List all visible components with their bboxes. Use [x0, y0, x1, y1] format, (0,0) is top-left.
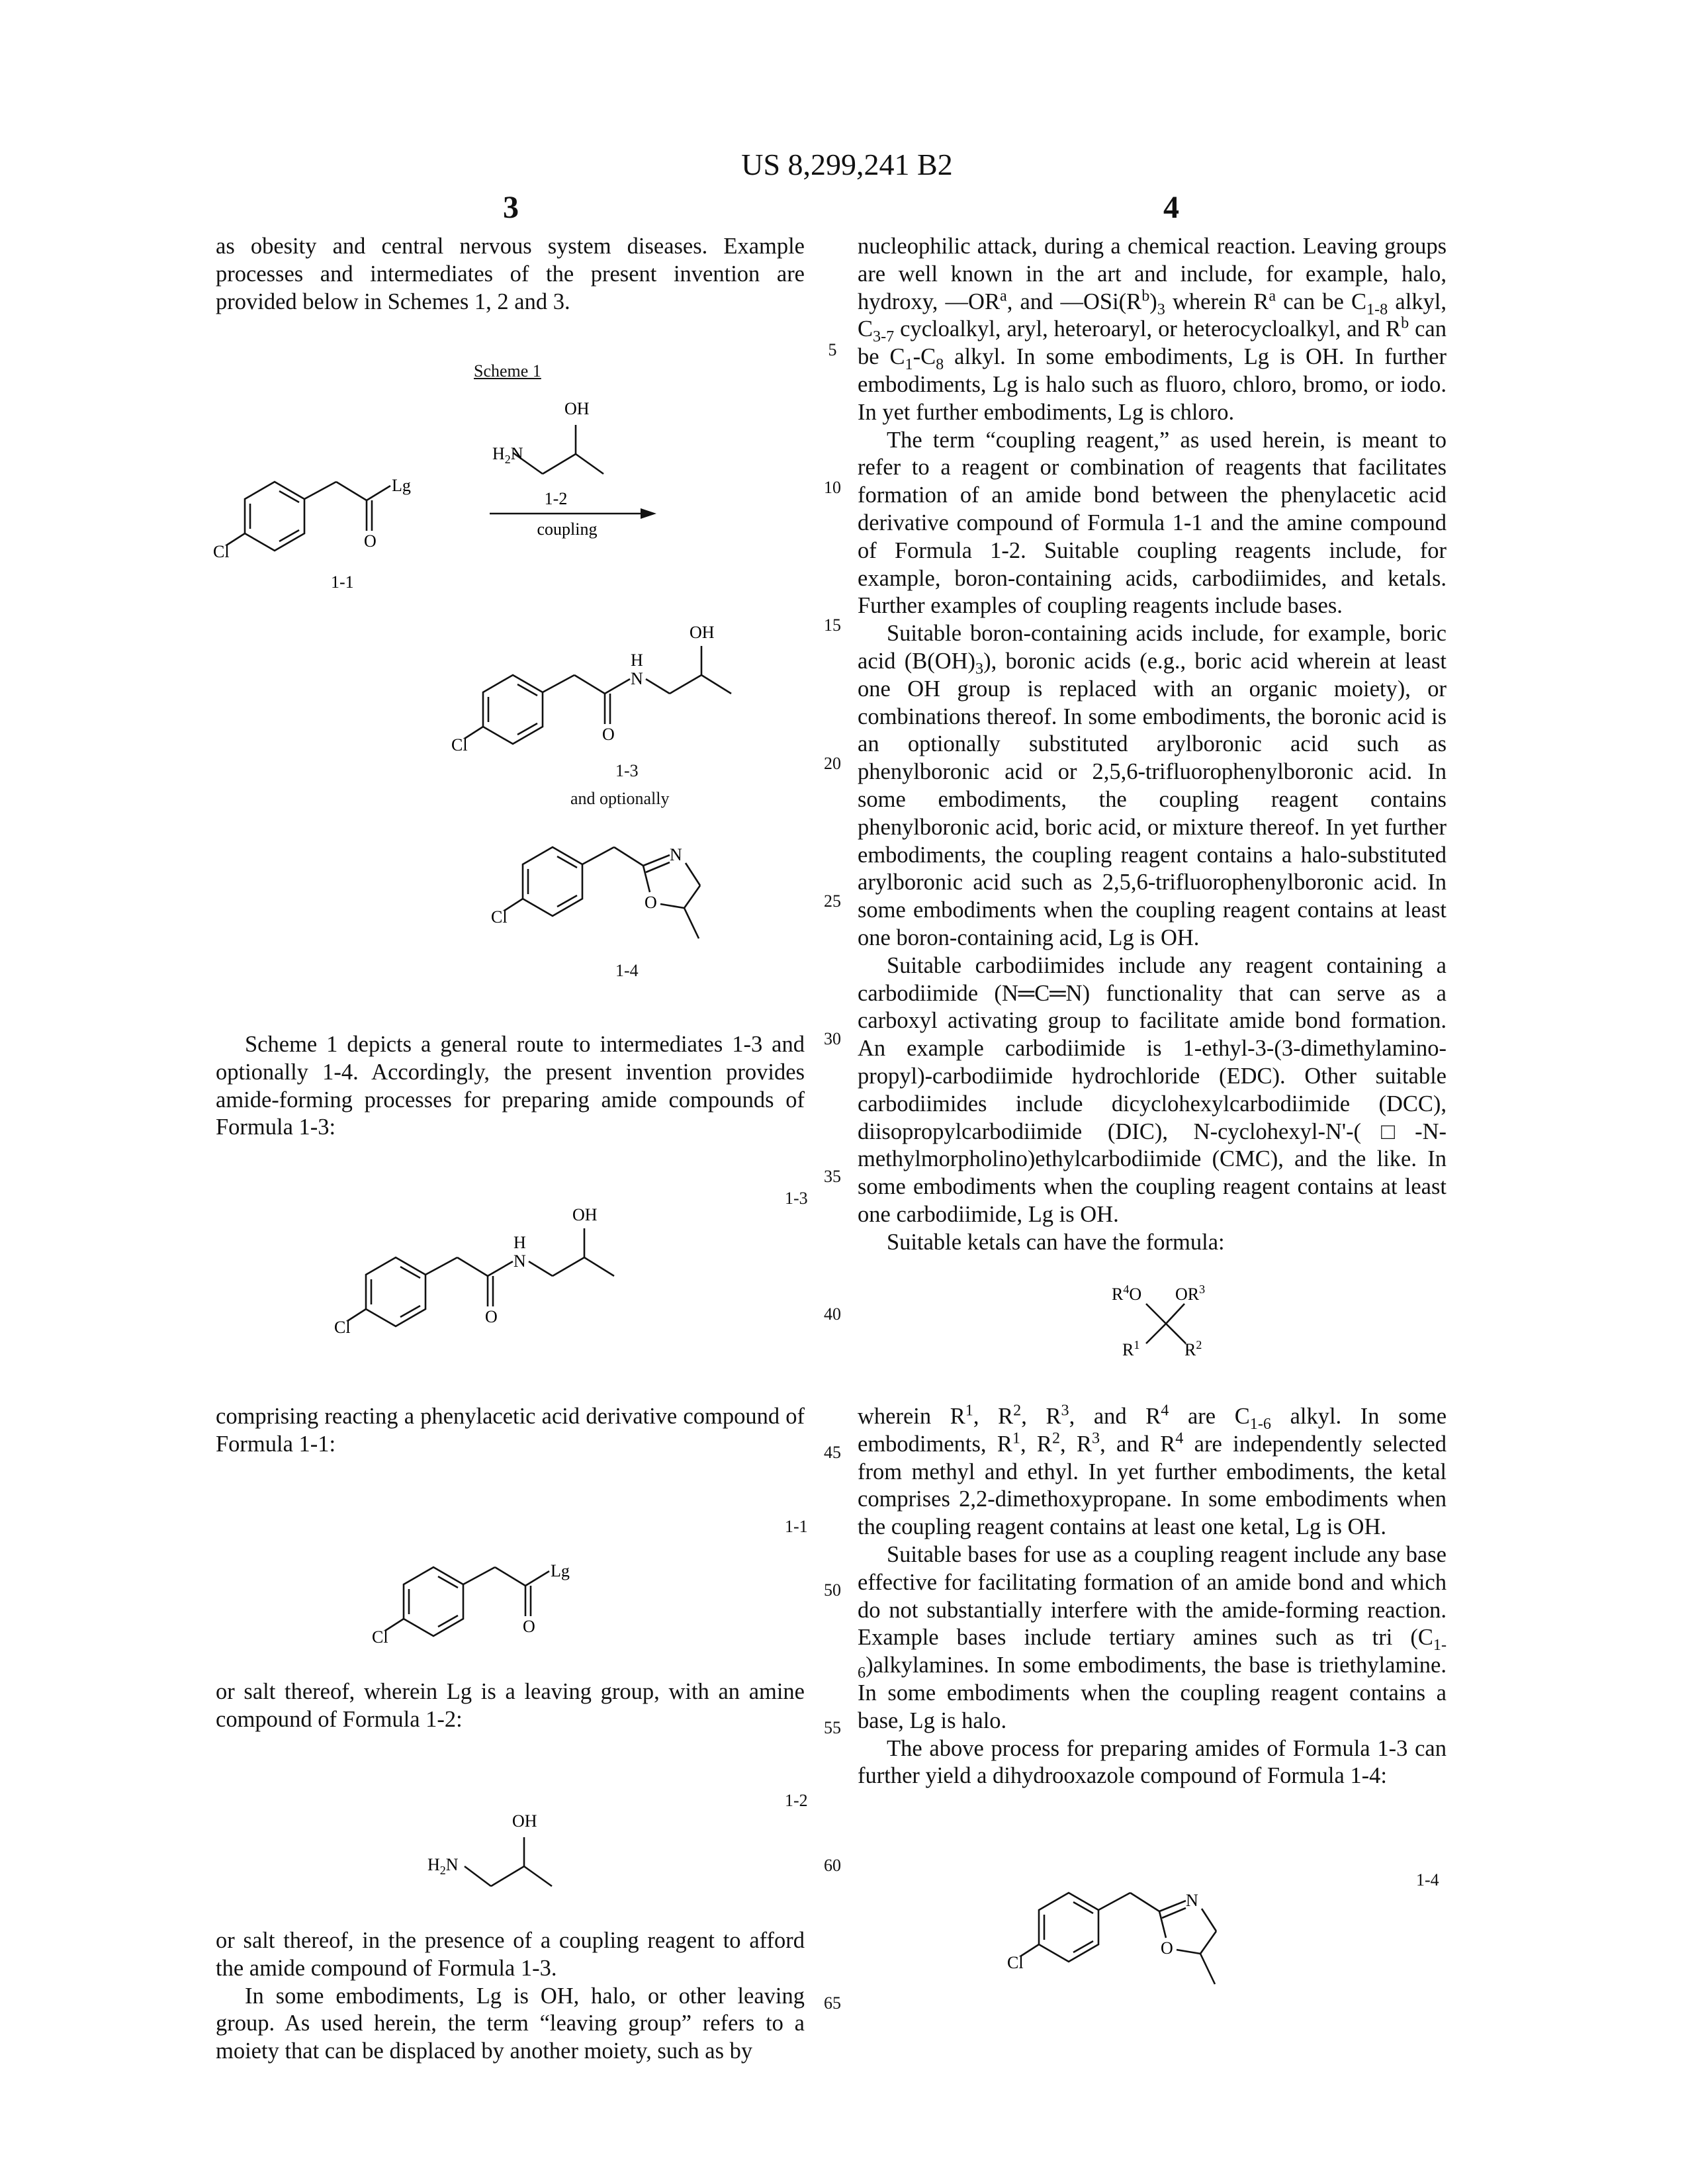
bases-paragraph: Suitable bases for use as a coupling reagent include any base effective for facilitating formation of an amide bond and which do not substantially interfere with the amide-forming reaction. Example bases include tertiary amines such as tri $(C_{1-6})alkylamines$. In some embodiments, the base is triethylamine. In some embodiments when the coupling reagent contains a base, Lg is halo.	[858, 1541, 1447, 1733]
atom-label: O	[1161, 1938, 1173, 1958]
formula-label: 1-4	[1416, 1870, 1439, 1889]
atom-label: $OR^3$	[1175, 1283, 1206, 1304]
line-number: 60	[824, 1856, 841, 1875]
compound-label: 1-3	[615, 761, 639, 780]
atom-label: N	[513, 1251, 526, 1271]
right-column-text	[858, 233, 1447, 1256]
atom-label: Cl	[1007, 1953, 1024, 1972]
formula-label: 1-3	[785, 1189, 808, 1208]
atom-label: OH	[564, 399, 590, 418]
atom-label: Lg	[551, 1561, 570, 1580]
atom-label: N	[1186, 1891, 1198, 1910]
right-column-text-lower	[858, 1403, 1447, 1790]
salt-paragraph-1: or salt thereof, wherein Lg is a leaving group, with an amine compound of Formula 1-2:	[216, 1679, 805, 1732]
comprising-paragraph: comprising reacting a phenylacetic acid derivative compound of Formula 1-1:	[216, 1404, 805, 1457]
formula-1-2-structure	[424, 1800, 596, 1899]
line-number: 45	[824, 1443, 841, 1462]
compound-label: 1-4	[615, 961, 639, 980]
atom-label: Cl	[334, 1318, 351, 1337]
atom-label: N	[631, 669, 643, 688]
line-number: 35	[824, 1167, 841, 1186]
coupling-reagent-paragraph: The term “coupling reagent,” as used herein, is meant to refer to a reagent or combination of reagents that facilitates formation of an amide bond between the phenylacetic acid derivative compound of Formula 1-1 and the amine compound of Formula 1-2. Suitable coupling reagents include, for example, boron-containing acids, carbodiimides, and ketals. Further examples of coupling reagents include bases.	[858, 427, 1447, 619]
line-number: 20	[824, 754, 841, 773]
atom-label: OH	[690, 623, 715, 642]
formula-1-1-structure	[357, 1502, 662, 1661]
atom-label: $R^4O$	[1112, 1283, 1142, 1304]
scheme-1-product-1-4	[476, 807, 781, 973]
atom-label: $R^2$	[1184, 1338, 1202, 1359]
line-number: 15	[824, 615, 841, 635]
atom-label: O	[523, 1617, 535, 1636]
line-number: 30	[824, 1029, 841, 1048]
atom-label: $H_2N$	[427, 1855, 459, 1877]
formula-label: 1-2	[785, 1791, 808, 1810]
atom-label: O	[485, 1307, 498, 1326]
page-number-left: 3	[503, 190, 519, 225]
line-number: 55	[824, 1718, 841, 1737]
atom-label: H	[631, 651, 643, 670]
atom-label: OH	[512, 1811, 537, 1831]
atom-label: H	[513, 1233, 526, 1252]
line-number: 40	[824, 1304, 841, 1324]
line-number: 65	[824, 1993, 841, 2013]
ketal-formula-structure	[1085, 1271, 1257, 1370]
atom-label: N	[670, 845, 682, 864]
formula-label: 1-1	[785, 1517, 808, 1536]
atom-label: $H_2N$	[492, 444, 523, 466]
atom-label: Cl	[491, 907, 508, 927]
line-number: 5	[828, 340, 837, 359]
scheme-title: Scheme 1	[474, 361, 541, 381]
scheme-1-reaction	[199, 390, 701, 609]
atom-label: Lg	[392, 476, 411, 495]
line-number: 25	[824, 891, 841, 911]
atom-label: O	[645, 893, 657, 912]
ketal-definitions-paragraph: wherein $R^1$, $R^2$, $R^3$, and $R^4$ are $C_{1-6}$ alkyl. In some embodiments, $R^1$, $R^2$, $R^3$, and $R^4$ are independently selected from methyl and ethyl. In yet further embodiments, the ketal comprises 2,2-dimethoxypropane. In some embodiments when the coupling reagent contains at least one ketal, Lg is OH.	[858, 1401, 1447, 1540]
compound-label: 1-2	[544, 489, 568, 508]
atom-label: O	[364, 531, 377, 551]
formula-1-3-structure	[304, 1178, 701, 1370]
compound-label: 1-1	[331, 572, 354, 592]
ketals-intro: Suitable ketals can have the formula:	[887, 1229, 1225, 1255]
scheme-description-paragraph: Scheme 1 depicts a general route to intermediates 1-3 and optionally 1-4. Accordingly, the present invention provides amide-forming processes for preparing amide compounds of Formula 1-3:	[216, 1032, 805, 1140]
leaving-group-paragraph: nucleophilic attack, during a chemical reaction. Leaving groups are well known in the art and include, for example, halo, hydroxy, $—OR^a$, and $—OSi(R^b)_3$ wherein $R^a$ can be $C_{1-8}$ alkyl, $C_{3-7}$ cycloalkyl, aryl, heteroaryl, or heterocycloalkyl, and $R^b$ can be $C_1-C_8$ alkyl. In some embodiments, Lg is OH. In further embodiments, Lg is halo such as fluoro, chloro, bromo, or iodo. In yet further embodiments, Lg is chloro.	[858, 234, 1447, 425]
dihydrooxazole-paragraph: The above process for preparing amides of Formula 1-3 can further yield a dihydrooxazole compound of Formula 1-4:	[858, 1735, 1447, 1789]
atom-label: OH	[572, 1205, 598, 1224]
atom-label: O	[602, 725, 615, 744]
line-number: 50	[824, 1580, 841, 1600]
coupling-label: coupling	[537, 520, 598, 539]
scheme-1-product-1-3	[437, 602, 781, 781]
atom-label: Cl	[372, 1627, 388, 1647]
line-number: 10	[824, 478, 841, 497]
and-optionally-label: and optionally	[570, 789, 670, 808]
formula-1-4-structure	[993, 1853, 1297, 2019]
page-number-right: 4	[1163, 190, 1179, 225]
patent-number: US 8,299,241 B2	[741, 148, 953, 181]
boron-acids-paragraph: Suitable boron-containing acids include, for example, boric acid $(B(OH)_3)$, boronic acids (e.g., boric acid wherein at least one OH group is replaced with an organic moiety), or combinations thereof. In some embodiments, the boronic acid is an optionally substituted arylboronic acid such as phenylboronic acid or 2,5,6-trifluorophenylboronic acid. In some embodiments, the coupling reagent contains phenylboronic acid, boric acid, or mixture thereof. In yet further embodiments, the coupling reagent contains a halo-substituted arylboronic acid such as 2,5,6-trifluorophenylboronic acid. In some embodiments when the coupling reagent contains at least one boron-containing acid, Lg is OH.	[858, 621, 1447, 950]
atom-label: $R^1$	[1122, 1338, 1140, 1359]
carbodiimides-paragraph: Suitable carbodiimides include any reagent containing a carbodiimide (N═C═N) functionality that can serve as a carboxyl activating group to facilitate amide bond formation. An example carbodiimide is 1-ethyl-3-(3-dimethylamino-propyl)-carbodiimide hydrochloride (EDC). Other suitable carbodiimides include dicyclohexylcarbodiimide (DCC), diisopropylcarbodiimide (DIC), N-cyclohexyl-N'-(□-N-methylmorpholino)ethylcarbodiimide (CMC), and the like. In some embodiments when the coupling reagent contains at least one carbodiimide, Lg is OH.	[858, 952, 1447, 1227]
left-intro-paragraph: as obesity and central nervous system diseases. Example processes and intermediates of the present invention are provided below in Schemes 1, 2 and 3.	[216, 234, 805, 314]
salt-paragraph-2: or salt thereof, in the presence of a coupling reagent to afford the amide compound of Formula 1-3. In some embodiments, Lg is OH, halo, or other leaving group. As used herein, the term “leaving group” refers to a moiety that can be displaced by another moiety, such as by	[216, 1928, 805, 2064]
atom-label: Cl	[451, 735, 468, 754]
atom-label: Cl	[213, 542, 230, 561]
